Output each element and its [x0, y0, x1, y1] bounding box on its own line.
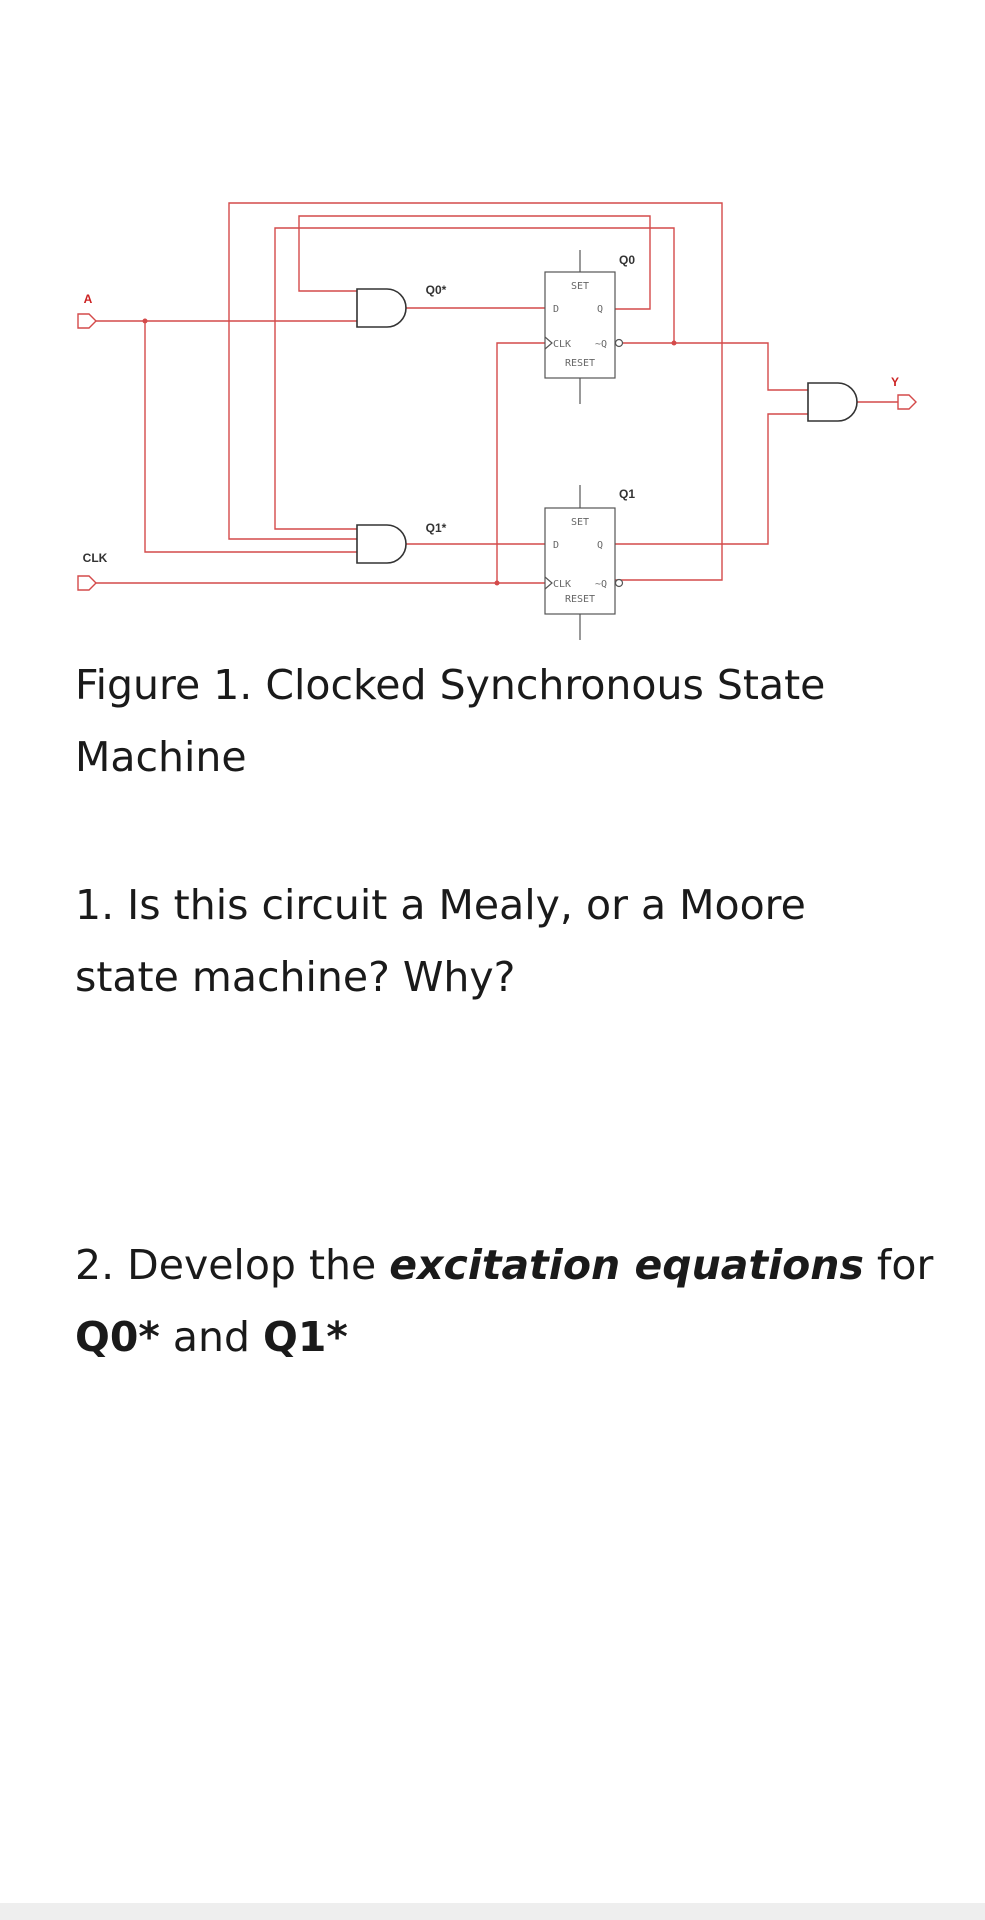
ff-q1-clk-pin: CLK	[553, 579, 572, 590]
question-2	[75, 1229, 935, 1373]
signal-label-q0: Q0	[618, 253, 636, 267]
and-gate-y	[808, 383, 857, 421]
flip-flop-q1	[545, 485, 623, 640]
bottom-bar	[0, 1903, 985, 1920]
ff-q1-q-pin: Q	[596, 540, 603, 551]
wires	[96, 203, 898, 586]
question-2-var-q0: Q0*	[75, 1313, 160, 1361]
port-clk	[78, 551, 108, 590]
signal-label-q1-next: Q1*	[425, 521, 447, 535]
and-gate-q1	[357, 525, 406, 563]
ff-q1-qbar-pin: ~Q	[594, 579, 607, 590]
ff-q1-reset-pin: RESET	[564, 594, 596, 605]
ff-q0-clk-pin: CLK	[553, 339, 572, 350]
and-gate-q0	[357, 289, 406, 327]
port-a-label: A	[83, 292, 93, 306]
flip-flop-q0	[545, 250, 623, 404]
port-y-label: Y	[890, 375, 900, 389]
circuit-diagram	[0, 0, 985, 660]
question-2-var-q1: Q1*	[263, 1313, 348, 1361]
ff-q0-q-pin: Q	[596, 304, 603, 315]
ff-q0-set-pin: SET	[570, 281, 590, 292]
question-1: 1. Is this circuit a Mealy, or a Moore state machine? Why?	[75, 881, 806, 1001]
ff-q1-d-pin: D	[553, 540, 560, 551]
signal-label-q1: Q1	[618, 487, 636, 501]
port-y	[891, 375, 916, 409]
ff-q1-set-pin: SET	[570, 517, 590, 528]
ff-q0-reset-pin: RESET	[564, 358, 596, 369]
port-clk-label: CLK	[82, 551, 108, 565]
signal-label-q0-next: Q0*	[425, 283, 447, 297]
ff-q0-d-pin: D	[553, 304, 560, 315]
port-a	[78, 292, 96, 328]
question-2-middle: for	[863, 1241, 934, 1289]
question-2-emphasis: excitation equations	[389, 1241, 864, 1289]
question-2-conjunction: and	[159, 1313, 264, 1361]
question-2-prefix: 2. Develop the	[75, 1241, 390, 1289]
ff-q0-qbar-pin: ~Q	[594, 339, 607, 350]
figure-caption: Figure 1. Clocked Synchronous State Machine	[75, 661, 826, 781]
